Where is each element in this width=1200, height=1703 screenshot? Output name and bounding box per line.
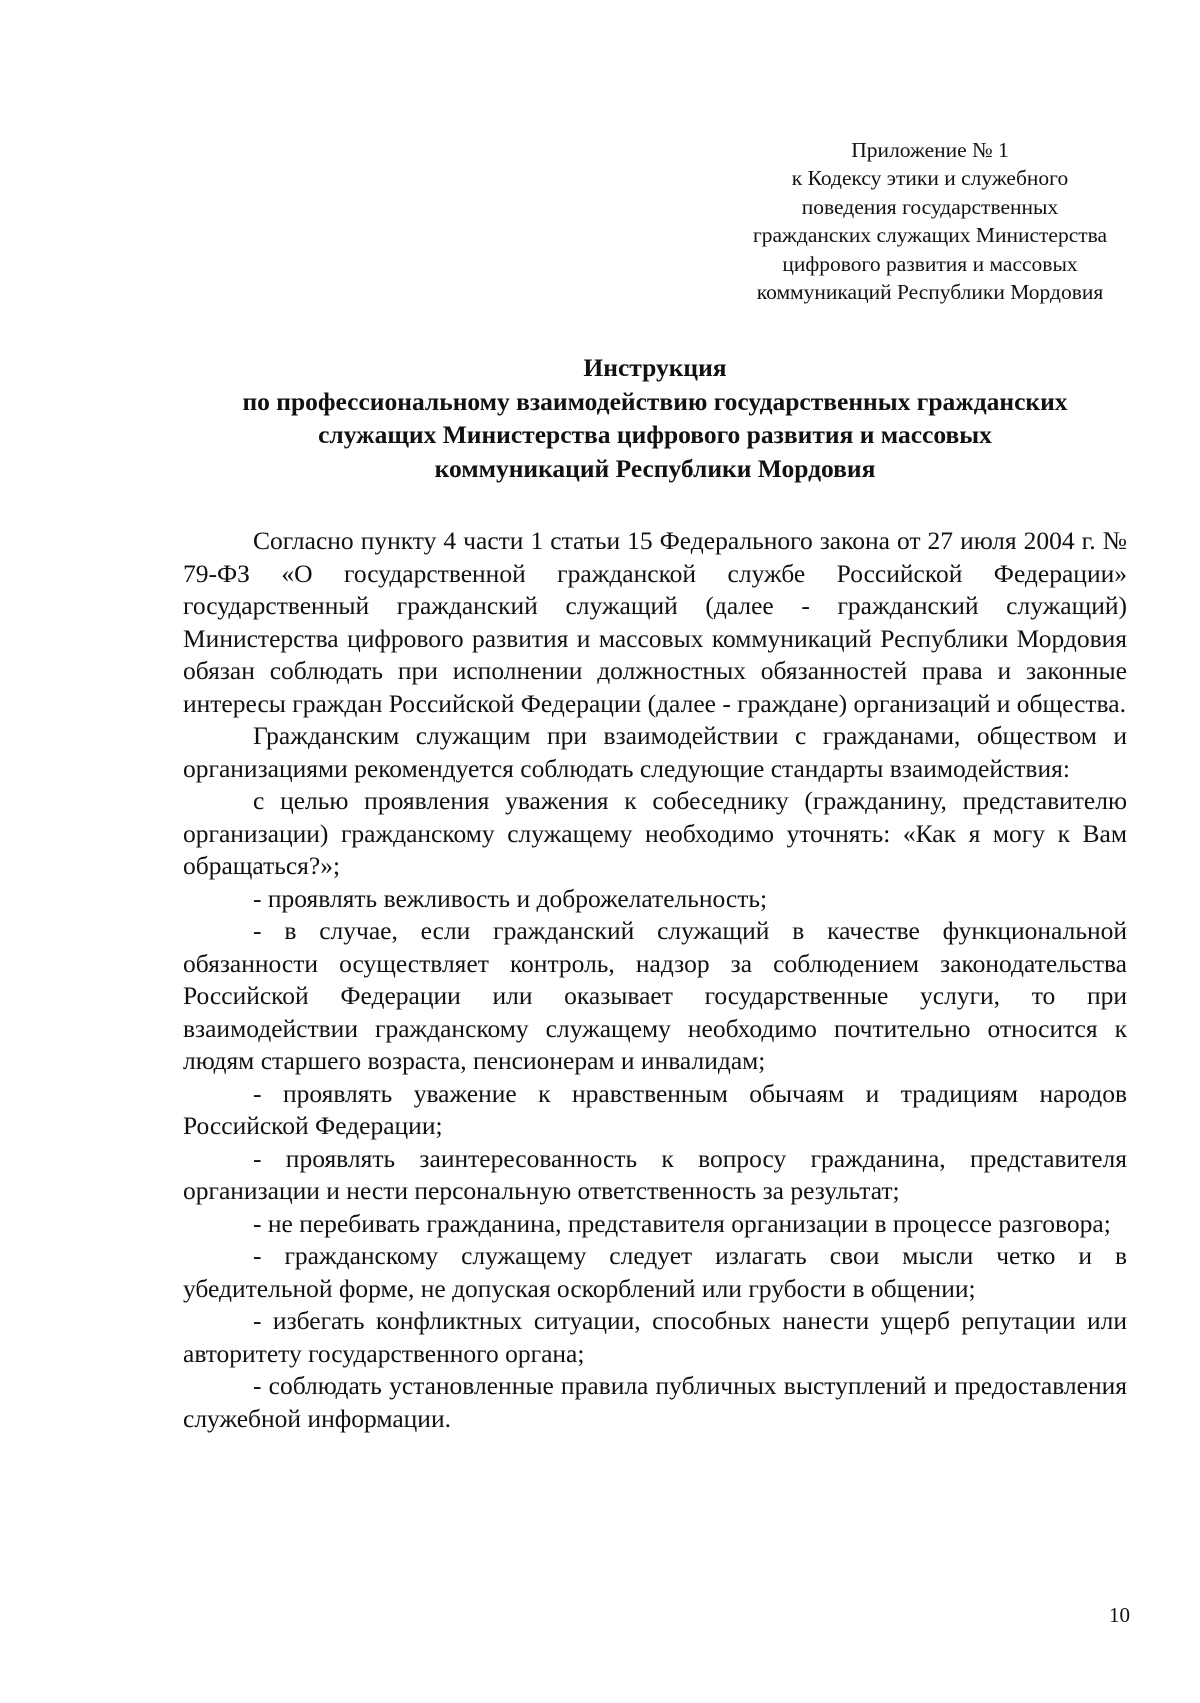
appendix-line: к Кодексу этики и служебного [791, 166, 1069, 191]
document-title [160, 351, 1150, 485]
appendix-line: коммуникаций Республики Мордовия [756, 280, 1104, 305]
body-paragraph: - проявлять вежливость и доброжелательность; [253, 883, 768, 913]
body-paragraph: - проявлять заинтересованность к вопросу гражданина, представителя организации и нести персональную ответственность за результат; [183, 1143, 1127, 1205]
body-paragraph: - проявлять уважение к нравственным обычаям и традициям народов Российской Федерации; [183, 1078, 1127, 1140]
appendix-line: цифрового развития и массовых [782, 251, 1078, 276]
title-line: служащих Министерства цифрового развития и массовых [318, 420, 992, 449]
appendix-header [700, 136, 1160, 306]
appendix-line: гражданских служащих Министерства [752, 223, 1108, 248]
page-number: 10 [1109, 1603, 1130, 1627]
appendix-line: поведения государственных [801, 194, 1059, 219]
body-paragraph: - в случае, если гражданский служащий в качестве функциональной обязанности осуществляет контроль, надзор за соблюдением законодательства Российской Федерации или оказывает государственные услуги, то при взаимодействии гражданскому служащему необходимо почтительно относится к людям старшего возраста, пенсионерам и инвалидам; [183, 916, 1127, 1075]
body-paragraph: - гражданскому служащему следует излагать свои мысли четко и в убедительной форме, не допуская оскорблений или грубости в общении; [183, 1241, 1127, 1303]
document-body [183, 525, 1127, 1435]
body-paragraph: - соблюдать установленные правила публичных выступлений и предоставления служебной информации. [183, 1371, 1127, 1433]
title-line: Инструкция [583, 353, 727, 382]
body-paragraph: - избегать конфликтных ситуации, способных нанести ущерб репутации или авторитету государственного органа; [183, 1306, 1127, 1368]
body-paragraph: - не перебивать гражданина, представителя организации в процессе разговора; [253, 1208, 1111, 1238]
appendix-line: Приложение № 1 [851, 138, 1009, 162]
title-line: коммуникаций Республики Мордовия [434, 453, 876, 483]
body-paragraph: с целью проявления уважения к собеседнику (гражданину, представителю организации) гражданскому служащему необходимо уточнять: «Как я могу к Вам обращаться?»; [183, 786, 1127, 880]
title-line: по профессиональному взаимодействию государственных гражданских [242, 386, 1068, 416]
body-paragraph: Согласно пункту 4 части 1 статьи 15 Федерального закона от 27 июля 2004 г. № 79-ФЗ «О государственной гражданской службе Российской Федерации» государственный гражданский служащий (далее - гражданский служащий) Министерства цифрового развития и массовых коммуникаций Республики Мордовия обязан соблюдать при исполнении должностных обязанностей права и законные интересы граждан Российской Федерации (далее - граждане) организаций и общества. [183, 526, 1127, 718]
body-paragraph: Гражданским служащим при взаимодействии с гражданами, обществом и организациями рекомендуется соблюдать следующие стандарты взаимодействия: [183, 721, 1127, 783]
